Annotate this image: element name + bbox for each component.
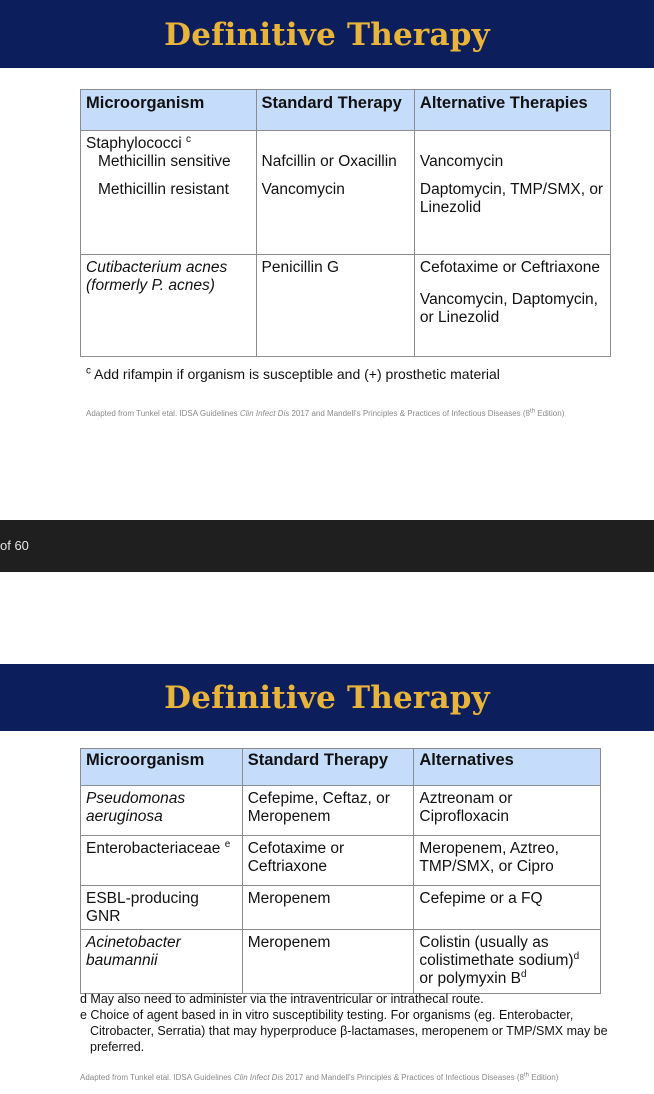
footnote-e: e Choice of agent based in in vitro susceptibility testing. For organisms (eg. Enterobacter, Citrobacter, Serratia) that may hyperproduce β-lactamases, meropenem or TMP/SMX may be preferred. [80, 1008, 608, 1054]
footnote-marker: d [573, 950, 580, 962]
footnote-marker: c [86, 365, 91, 377]
therapy-table-1 [80, 89, 611, 357]
organism-name: Enterobacteriaceae [86, 840, 221, 857]
table-row [81, 131, 611, 255]
viewer-page-bar [0, 520, 654, 572]
standard-therapy-cell [256, 255, 414, 357]
subgroup-label: Methicillin resistant [98, 181, 229, 198]
standard-therapy-cell: Meropenem [242, 930, 414, 994]
footnote-marker: d [521, 968, 527, 980]
table-row [81, 930, 601, 994]
footnote-d: d May also need to administer via the intraventricular or intrathecal route. [80, 992, 484, 1006]
footnote-marker: e [224, 838, 231, 850]
page-indicator: of 60 [0, 538, 29, 553]
therapy-table-2 [80, 748, 601, 994]
alternative-therapy-cell [414, 131, 610, 255]
footnote-text: Add rifampin if organism is susceptible and (+) prosthetic material [94, 366, 500, 382]
standard-therapy-text: Nafcillin or Oxacillin [261, 153, 397, 170]
alternative-therapy-text: Cefotaxime or Ceftriaxone [419, 259, 600, 276]
footnote-c [86, 366, 500, 382]
organism-name: Cutibacterium acnes (formerly P. acnes) [86, 259, 228, 294]
table-row [81, 886, 601, 930]
alternative-therapy-text: Daptomycin, TMP/SMX, or Linezolid [419, 181, 604, 216]
standard-therapy-cell [256, 131, 414, 255]
table-row [81, 786, 601, 836]
organism-cell: ESBL-producing GNR [81, 886, 243, 930]
slide-2-title: Definitive Therapy [0, 664, 654, 731]
organism-cell [81, 836, 243, 886]
table-header-row [81, 749, 601, 786]
header-standard-therapy: Standard Therapy [256, 90, 414, 131]
table-row [81, 836, 601, 886]
standard-therapy-text: Penicillin G [261, 259, 340, 276]
subgroup-label: Methicillin sensitive [98, 153, 231, 170]
alternative-therapy-text: or polymyxin B [419, 970, 522, 987]
organism-name: Staphylococci [86, 135, 182, 152]
organism-cell [81, 131, 257, 255]
organism-cell: Acinetobacter baumannii [81, 930, 243, 994]
alternative-therapy-text: Vancomycin [419, 153, 504, 170]
header-microorganism: Microorganism [81, 90, 257, 131]
alternative-therapy-text: Vancomycin, Daptomycin, or Linezolid [419, 291, 598, 326]
slide-1 [0, 0, 654, 520]
header-standard-therapy: Standard Therapy [242, 749, 414, 786]
source-credit: Adapted from Tunkel etal. IDSA Guidelines Clin Infect Dis 2017 and Mandell's Principles & Practices of Infectious Diseases (8th Edition) [86, 408, 565, 418]
alternative-therapy-cell [414, 930, 601, 994]
header-microorganism: Microorganism [81, 749, 243, 786]
table-header-row [81, 90, 611, 131]
alternative-therapy-cell: Aztreonam or Ciprofloxacin [414, 786, 601, 836]
header-alternatives: Alternatives [414, 749, 601, 786]
footnote-marker: c [185, 133, 191, 145]
standard-therapy-text: Vancomycin [261, 181, 345, 198]
slide-1-title: Definitive Therapy [0, 0, 654, 68]
alternative-therapy-cell: Meropenem, Aztreo, TMP/SMX, or Cipro [414, 836, 601, 886]
footnotes [80, 991, 620, 1055]
table-row [81, 255, 611, 357]
alternative-therapy-text: Colistin (usually as colistimethate sodium) [419, 934, 574, 969]
source-credit: Adapted from Tunkel etal. IDSA Guidelines Clin Infect Dis 2017 and Mandell's Principles & Practices of Infectious Diseases (8th Edition) [80, 1072, 559, 1082]
organism-cell [81, 255, 257, 357]
standard-therapy-cell: Cefepime, Ceftaz, or Meropenem [242, 786, 414, 836]
alternative-therapy-cell [414, 255, 610, 357]
header-alternative-therapies: Alternative Therapies [414, 90, 610, 131]
standard-therapy-cell: Meropenem [242, 886, 414, 930]
alternative-therapy-cell: Cefepime or a FQ [414, 886, 601, 930]
standard-therapy-cell: Cefotaxime or Ceftriaxone [242, 836, 414, 886]
organism-cell: Pseudomonas aeruginosa [81, 786, 243, 836]
